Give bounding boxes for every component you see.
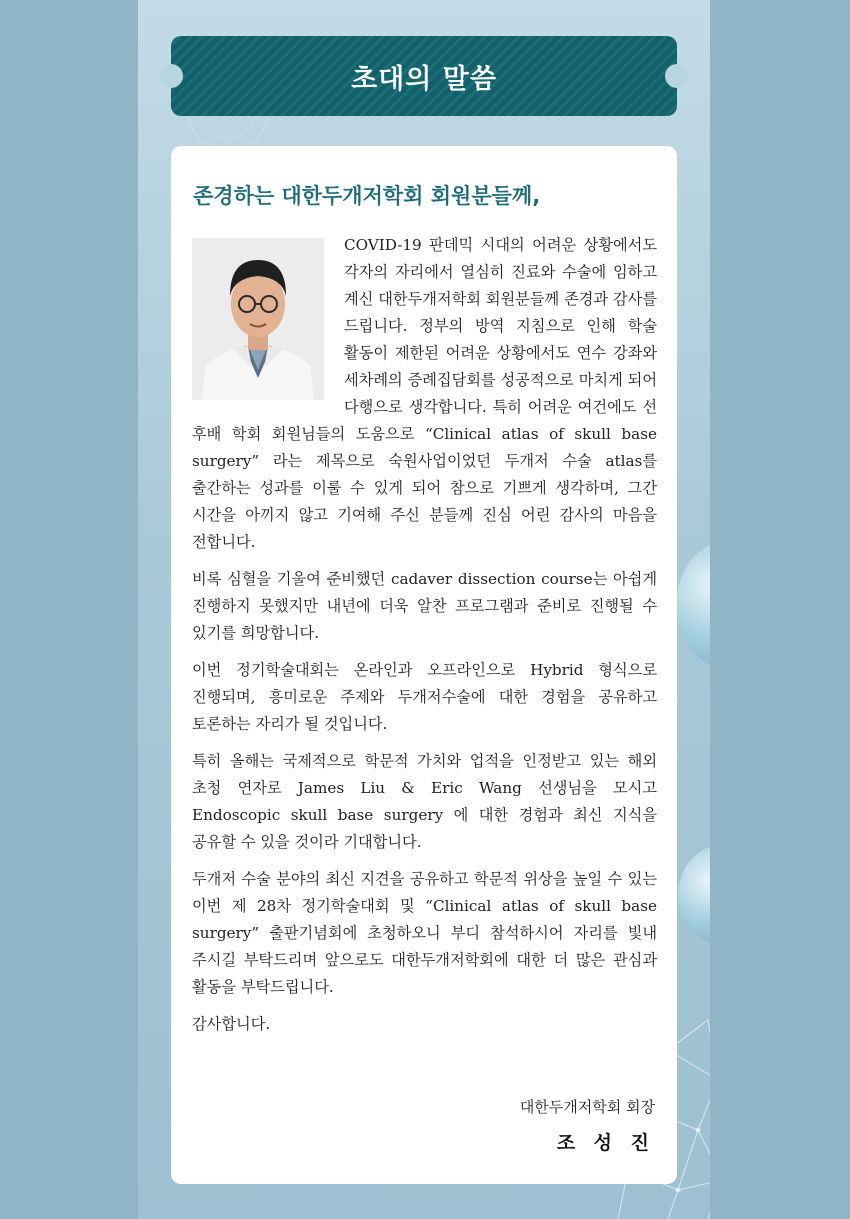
page-title: 초대의 말씀	[351, 63, 497, 95]
letter-card	[171, 146, 677, 1184]
paragraph: 비록 심혈을 기울여 준비했던 cadaver dissection course는 아쉽게 진행하지 못했지만 내년에 더욱 알찬 프로그램과 준비로 진행될 수 있기를 희망합니다.	[192, 570, 657, 642]
photo-spacer	[192, 232, 344, 416]
paragraph: 두개저 수술 분야의 최신 지견을 공유하고 학문적 위상을 높일 수 있는 이번 제 28차 정기학술대회 및 “Clinical atlas of skull base surgery” 출판기념회에 초청하오니 부디 참석하시어 자리를 빛내 주시길 부탁드리며 앞으로도 대한두개저학회에 대한 더 많은 관심과 활동을 부탁드립니다.	[192, 870, 657, 996]
greeting-heading: 존경하는 대한두개저학회 회원분들께,	[193, 184, 541, 208]
paragraph: 특히 올해는 국제적으로 학문적 가치와 업적을 인정받고 있는 해외 초청 연자로 James Liu & Eric Wang 선생님을 모시고 Endoscopic skull base surgery 에 대한 경험과 최신 지식을 공유할 수 있을 것이라 기대합니다.	[192, 752, 657, 851]
decorative-orb	[678, 845, 710, 945]
signature-name: 조 성 진	[556, 1132, 655, 1154]
letter-body	[192, 232, 657, 1048]
decorative-orb	[676, 540, 710, 670]
paragraph: 이번 정기학술대회는 온라인과 오프라인으로 Hybrid 형식으로 진행되며, 흥미로운 주제와 두개저수술에 대한 경험을 공유하고 토론하는 자리가 될 것입니다.	[192, 661, 657, 733]
paragraph: COVID-19 판데믹 시대의 어려운 상황에서도 각자의 자리에서 열심히 진료와 수술에 임하고 계신 대한두개저학회 회원분들께 존경과 감사를 드립니다. 정부의 방역 지침으로 인해 학술 활동이 제한된 어려운 상황에서도 연수 강좌와 세차례의 증례집담회를 성공적으로 마치게 되어 다행으로 생각합니다. 특히 어려운 여건에도 선 후배 학회 회원님들의 도움으로 “Clinical atlas of skull base surgery” 라는 제목으로 숙원사업이었던 두개저 수술 atlas를 출간하는 성과를 이룰 수 있게 되어 참으로 기쁘게 생각하며, 그간 시간을 아끼지 않고 기여해 주신 분들께 진심 어린 감사의 마음을 전합니다.	[192, 236, 657, 551]
title-banner	[171, 36, 677, 116]
closing-thanks: 감사합니다.	[192, 1015, 271, 1033]
signature-organization: 대한두개저학회 회장	[519, 1098, 655, 1116]
